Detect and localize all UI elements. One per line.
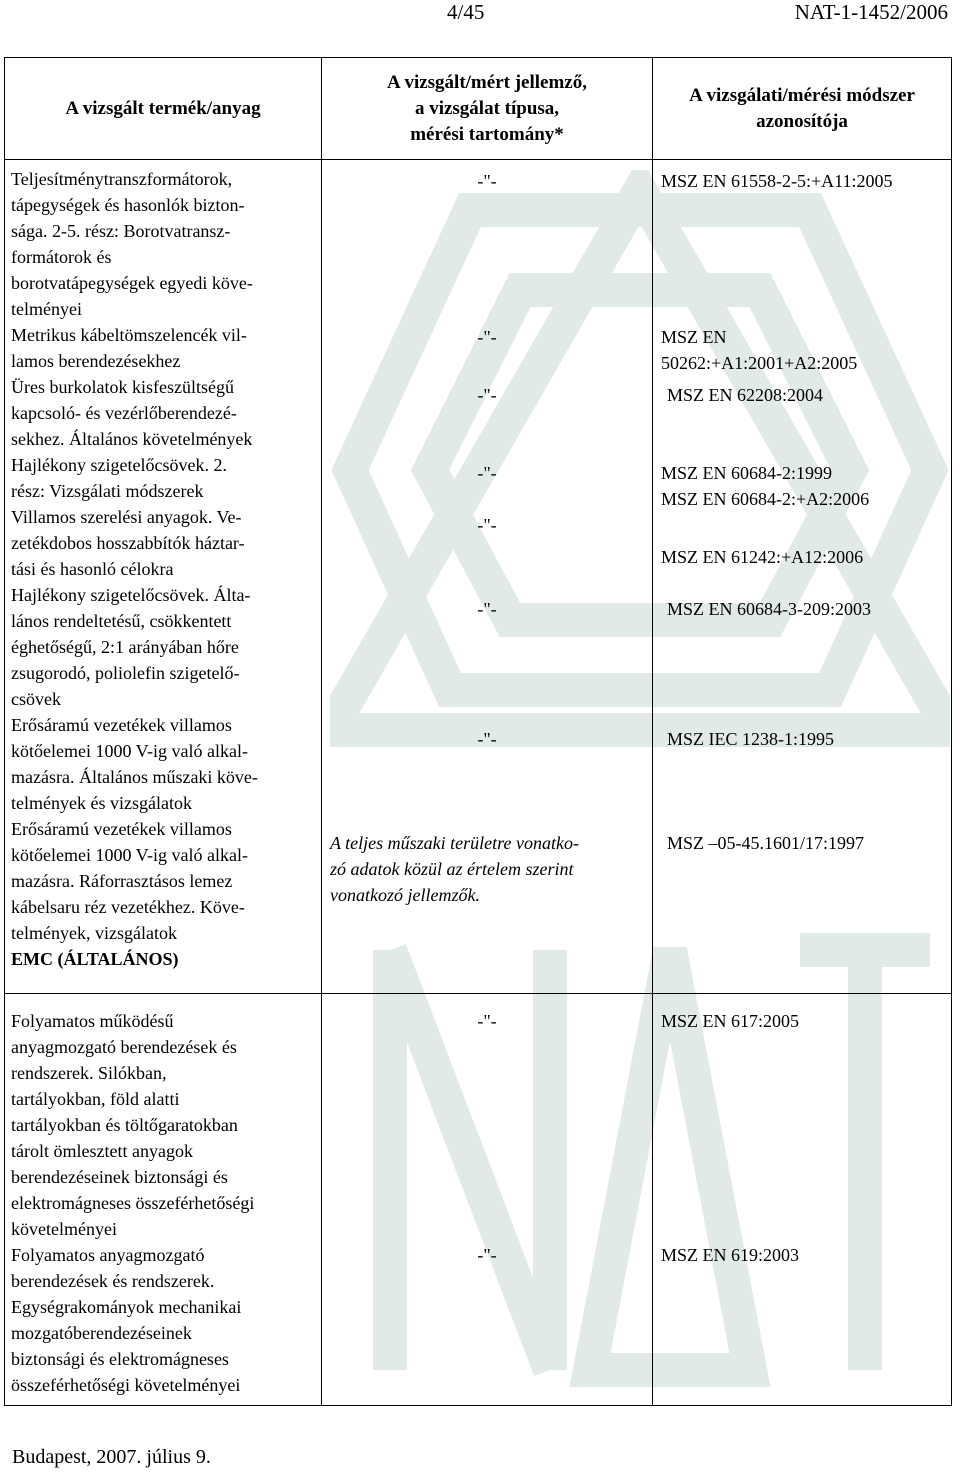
product-entry: Hajlékony szigetelőcsövek. 2. rész: Vizsgálati módszerek bbox=[11, 455, 227, 501]
product-entry: Teljesítménytranszformátorok, tápegységek és hasonlók bizton- sága. 2-5. rész: Borotvatransz- formátorok és borotvatápegységek egyedi köve- telményei bbox=[11, 169, 253, 319]
product-entry: Erősáramú vezetékek villamos kötőelemei 1000 V-ig való alkal- mazásra. Ráforrasztásos lemez kábelsaru réz vezetékhez. Köve- telmények, vizsgálatok bbox=[11, 819, 248, 943]
column-header-method: A vizsgálati/mérési módszer azonosítója bbox=[653, 58, 952, 160]
standard-id: MSZ EN 619:2003 bbox=[661, 1245, 800, 1265]
column-header-property: A vizsgált/mért jellemző, a vizsgálat típusa, mérési tartomány* bbox=[322, 58, 653, 160]
product-column-section1 bbox=[5, 160, 322, 994]
product-entry: Villamos szerelési anyagok. Ve- zetékdobos hosszabbítók háztar- tási és hasonló célokra bbox=[11, 507, 245, 579]
standard-id: MSZ EN 61558-2-5:+A11:2005 bbox=[661, 171, 893, 191]
ditto-mark: -"- bbox=[477, 515, 497, 535]
standard-id: MSZ EN 61242:+A12:2006 bbox=[661, 547, 864, 567]
standard-id: MSZ EN 60684-2:1999 MSZ EN 60684-2:+A2:2006 bbox=[661, 463, 870, 509]
standard-id: MSZ IEC 1238-1:1995 bbox=[667, 729, 835, 749]
standard-id: MSZ EN 50262:+A1:2001+A2:2005 bbox=[661, 327, 858, 373]
ditto-mark: -"- bbox=[477, 463, 497, 483]
ditto-mark: -"- bbox=[477, 729, 497, 749]
product-entry: Metrikus kábeltömszelencék vil- lamos berendezésekhez bbox=[11, 325, 247, 371]
product-entry: Üres burkolatok kisfeszültségű kapcsoló- és vezérlőberendezé- sekhez. Általános követelmények bbox=[11, 377, 253, 449]
property-column-section1 bbox=[322, 160, 653, 994]
ditto-mark: -"- bbox=[477, 599, 497, 619]
document-id: NAT-1-1452/2006 bbox=[794, 0, 948, 24]
product-entry: Folyamatos működésű anyagmozgató berendezések és rendszerek. Silókban, tartályokban, föld alatti tartályokban és töltőgaratokban tárolt ömlesztett anyagok berendezéseinek biztonsági és elektromágneses összeférhetőségi követelményei bbox=[11, 1011, 255, 1239]
product-entry: Folyamatos anyagmozgató berendezések és rendszerek. Egységrakományok mechanikai mozgatóberendezéseinek biztonsági és elektromágneses összeférhetőségi követelményei bbox=[11, 1245, 242, 1395]
section-heading-emc: EMC (ÁLTALÁNOS) bbox=[11, 949, 179, 969]
ditto-mark: -"- bbox=[477, 327, 497, 347]
page-number: 4/45 bbox=[447, 0, 485, 24]
test-methods-table bbox=[4, 57, 952, 1406]
applicability-note: A teljes műszaki területre vonatko- zó adatok közül az értelem szerint vonatkozó jellemzők. bbox=[330, 833, 579, 905]
ditto-mark: -"- bbox=[477, 385, 497, 405]
product-column-section2 bbox=[5, 994, 322, 1406]
property-column-section2 bbox=[322, 994, 653, 1406]
standard-id: MSZ EN 617:2005 bbox=[661, 1011, 800, 1031]
method-column-section2 bbox=[653, 994, 952, 1406]
footer-date: Budapest, 2007. július 9. bbox=[12, 1446, 211, 1468]
ditto-mark: -"- bbox=[477, 1245, 497, 1265]
method-column-section1 bbox=[653, 160, 952, 994]
standard-id: MSZ –05-45.1601/17:1997 bbox=[667, 833, 865, 853]
product-entry: Erősáramú vezetékek villamos kötőelemei 1000 V-ig való alkal- mazásra. Általános műszaki köve- telmények és vizsgálatok bbox=[11, 715, 258, 813]
ditto-mark: -"- bbox=[477, 1011, 497, 1031]
ditto-mark: -"- bbox=[477, 171, 497, 191]
standard-id: MSZ EN 62208:2004 bbox=[667, 385, 824, 405]
product-entry: Hajlékony szigetelőcsövek. Álta- lános rendeltetésű, csökkentett éghetőségű, 2:1 arányában hőre zsugorodó, poliolefin szigetelő- csövek bbox=[11, 585, 251, 709]
column-header-product: A vizsgált termék/anyag bbox=[5, 58, 322, 160]
standard-id: MSZ EN 60684-3-209:2003 bbox=[667, 599, 871, 619]
